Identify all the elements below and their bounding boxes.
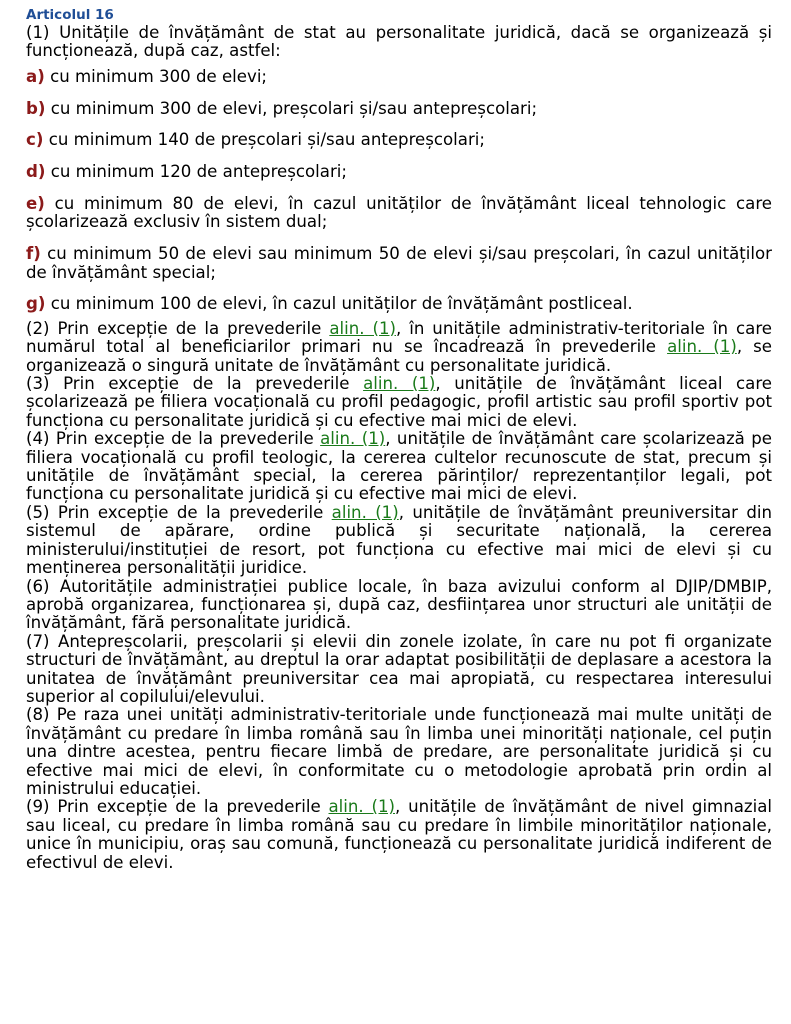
item-text: cu minimum 100 de elevi, în cazul unităților de învățământ postliceal. [45, 294, 633, 314]
paragraph-text: , în unitățile administrativ-teritoriale în care numărul total al beneficiarilor primari nu se încadrează în prevederile [26, 318, 772, 357]
list-item-d [26, 163, 772, 181]
item-text: cu minimum 80 de elevi, în cazul unităților de învățământ liceal tehnologic care școlarizează exclusiv în sistem dual; [26, 194, 772, 232]
item-text: cu minimum 140 de preșcolari și/sau antepreșcolari; [43, 130, 485, 150]
article-title: Articolul 16 [26, 7, 114, 23]
alin-1-link[interactable]: alin. (1) [328, 797, 396, 817]
paragraph-text: (9) Prin excepție de la prevederile [26, 797, 329, 817]
item-marker: g) [26, 294, 46, 314]
item-marker: c) [26, 130, 44, 150]
paragraph-text: (5) Prin excepție de la prevederile [26, 502, 332, 522]
paragraph-8: (8) Pe raza unei unități administrativ-teritoriale unde funcționează mai multe unități de învățământ cu predare în limba română sau în limba unei minorități naționale, cel puțin una dintre acestea, pentru fiecare limbă de predare, are personalitate juridică și cu efective mai mici de elevi, în conformitate cu o metodologie aprobată prin ordin al ministrului educației. [26, 705, 772, 798]
item-marker: a) [26, 66, 45, 86]
paragraph-3 [26, 375, 772, 430]
alin-1-link[interactable]: alin. (1) [331, 502, 399, 522]
item-list [26, 68, 772, 314]
paragraph-text: , unitățile de învățământ preuniversitar din sistemul de apărare, ordine publică și securitate națională, la cererea ministerului/instituției de resort, pot funcționa cu efective mai mici de elevi și cu menținerea personalității juridice. [26, 502, 773, 578]
item-marker: e) [26, 194, 45, 213]
article-document [26, 6, 772, 872]
paragraph-text: , unitățile de învățământ de nivel gimnazial sau liceal, cu predare în limba română sau cu predare în limbile minorităților naționale, unice în municipiu, oraș sau comună, funcționează cu personalitate juridică indiferent de efectivul de elevi. [26, 797, 773, 872]
list-item-f [26, 245, 772, 282]
item-marker: b) [26, 98, 46, 118]
item-text: cu minimum 300 de elevi, preșcolari și/sau antepreșcolari; [45, 98, 538, 118]
item-marker: f) [26, 244, 41, 264]
paragraph-text: (4) Prin excepție de la prevederile [26, 429, 321, 449]
paragraph-text: (3) Prin excepție de la prevederile [26, 374, 364, 394]
paragraph-9 [26, 798, 772, 872]
item-text: cu minimum 120 de antepreșcolari; [45, 162, 347, 182]
paragraph-text: , unitățile de învățământ liceal care școlarizează pe filiera vocațională cu profil pedagogic, profil artistic sau profil sportiv pot funcționa cu personalitate juridică și cu efective mai mici de elevi. [26, 374, 772, 430]
alin-1-link[interactable]: alin. (1) [329, 318, 396, 338]
item-marker: d) [26, 162, 46, 182]
paragraph-text: , se organizează o singură unitate de învățământ cu personalitate juridică. [26, 337, 772, 375]
paragraph-4 [26, 430, 772, 504]
list-item-g [26, 295, 772, 313]
paragraph-text: , unitățile de învățământ care școlarizează pe filiera vocațională cu profil teologic, la cererea cultelor recunoscute de stat, precum și unitățile de învățământ special, la cererea părinților/ reprezentanților legali, pot funcționa cu personalitate juridică și cu efective mai mici de elevi. [26, 429, 773, 504]
paragraph-7: (7) Antepreșcolarii, preșcolarii și elevii din zonele izolate, în care nu pot fi organizate structuri de învățământ, au dreptul la orar adaptat posibilității de deplasare a acestora la unitatea de învățământ preuniversitar cea mai apropiată, cu respectarea interesului superior al copilului/elevului. [26, 631, 772, 706]
alin-1-link[interactable]: alin. (1) [363, 374, 436, 394]
paragraph-6: (6) Autoritățile administrației publice locale, în baza avizului conform al DJIP/DMBIP, aprobă organizarea, funcționarea și, după caz, desființarea unor structuri ale unității de învățământ, fără personalitate juridică. [26, 576, 772, 633]
list-item-e [26, 195, 772, 232]
item-text: cu minimum 300 de elevi; [44, 66, 268, 86]
paragraph-text: (2) Prin excepție de la prevederile [26, 318, 330, 338]
list-item-c [26, 131, 772, 149]
paragraph-5 [26, 504, 772, 578]
alin-1-link[interactable]: alin. (1) [667, 337, 737, 357]
list-item-a [26, 68, 772, 86]
alin-1-link[interactable]: alin. (1) [320, 429, 386, 449]
paragraph-1: (1) Unitățile de învățământ de stat au personalitate juridică, dacă se organizează și funcționează, după caz, astfel: [26, 23, 772, 61]
list-item-b [26, 100, 772, 118]
paragraph-2 [26, 320, 772, 375]
item-text: cu minimum 50 de elevi sau minimum 50 de elevi și/sau preșcolari, în cazul unităților de învățământ special; [26, 244, 772, 282]
